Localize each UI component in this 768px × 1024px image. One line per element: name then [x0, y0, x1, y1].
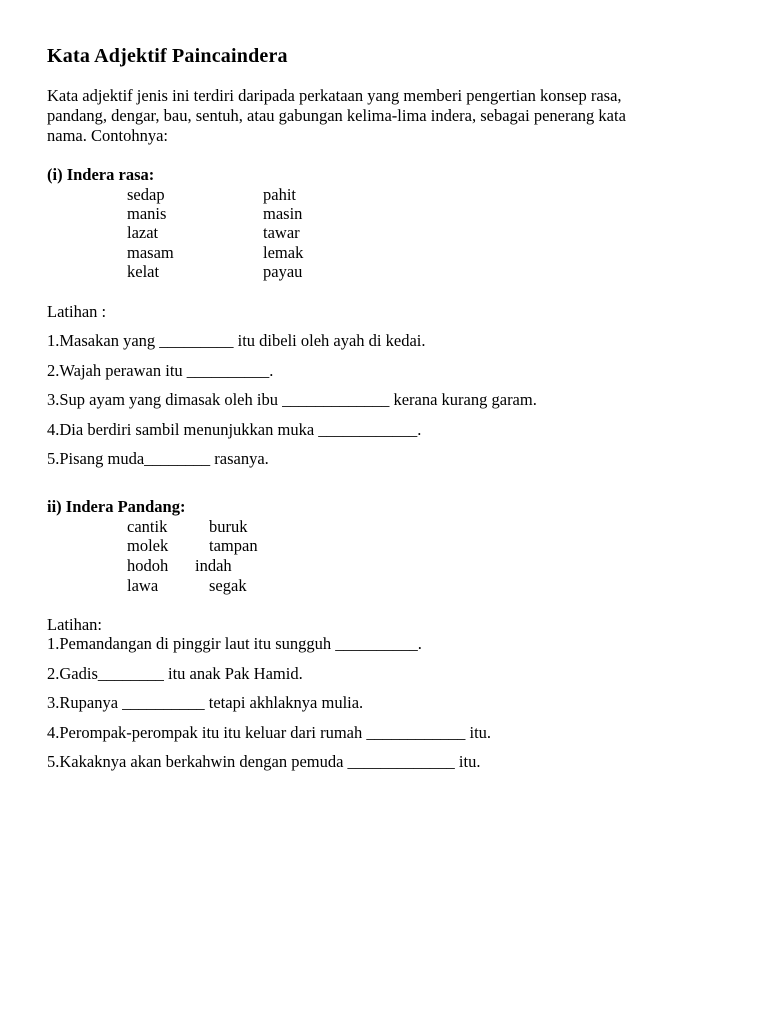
exercise-item: 1.Pemandangan di pinggir laut itu sungguh __________. — [47, 634, 422, 653]
word-item: tampan — [209, 536, 258, 555]
word-item: pahit — [263, 185, 296, 204]
exercise-item: 5.Kakaknya akan berkahwin dengan pemuda _____________ itu. — [47, 752, 481, 771]
word-item: segak — [209, 576, 247, 595]
exercise-item: 1.Masakan yang _________ itu dibeli oleh ayah di kedai. — [47, 331, 426, 350]
exercise-label: Latihan: — [47, 615, 102, 634]
word-item: payau — [263, 262, 303, 281]
intro-line: nama. Contohnya: — [47, 126, 168, 145]
exercise-item: 2.Gadis________ itu anak Pak Hamid. — [47, 664, 303, 683]
word-item: sedap — [127, 185, 165, 204]
document-title: Kata Adjektif Paincaindera — [47, 45, 288, 67]
word-item: indah — [195, 556, 232, 575]
intro-line: pandang, dengar, bau, sentuh, atau gabungan kelima-lima indera, sebagai penerang kata — [47, 106, 626, 125]
exercise-item: 4.Dia berdiri sambil menunjukkan muka ____________. — [47, 420, 422, 439]
word-item: cantik — [127, 517, 168, 536]
word-item: manis — [127, 204, 167, 223]
word-item: lazat — [127, 223, 159, 242]
section1-heading: (i) Indera rasa: — [47, 165, 155, 184]
exercise-item: 3.Sup ayam yang dimasak oleh ibu _____________ kerana kurang garam. — [47, 390, 537, 409]
word-item: masam — [127, 243, 174, 262]
word-item: molek — [127, 536, 169, 555]
intro-paragraph — [47, 86, 727, 146]
word-item: hodoh — [127, 556, 169, 575]
word-item: buruk — [209, 517, 248, 536]
intro-line: Kata adjektif jenis ini terdiri daripada perkataan yang memberi pengertian konsep rasa, — [47, 86, 622, 105]
exercise-item: 2.Wajah perawan itu __________. — [47, 361, 274, 380]
word-item: kelat — [127, 262, 160, 281]
exercise-item: 3.Rupanya __________ tetapi akhlaknya mulia. — [47, 693, 364, 712]
exercise-item: 5.Pisang muda________ rasanya. — [47, 449, 269, 468]
word-item: tawar — [263, 223, 300, 242]
exercise-label: Latihan : — [47, 302, 107, 321]
exercise-item: 4.Perompak-perompak itu itu keluar dari rumah ____________ itu. — [47, 723, 492, 742]
word-item: masin — [263, 204, 303, 223]
section2-heading: ii) Indera Pandang: — [47, 497, 186, 516]
word-item: lemak — [263, 243, 304, 262]
word-item: lawa — [127, 576, 159, 595]
